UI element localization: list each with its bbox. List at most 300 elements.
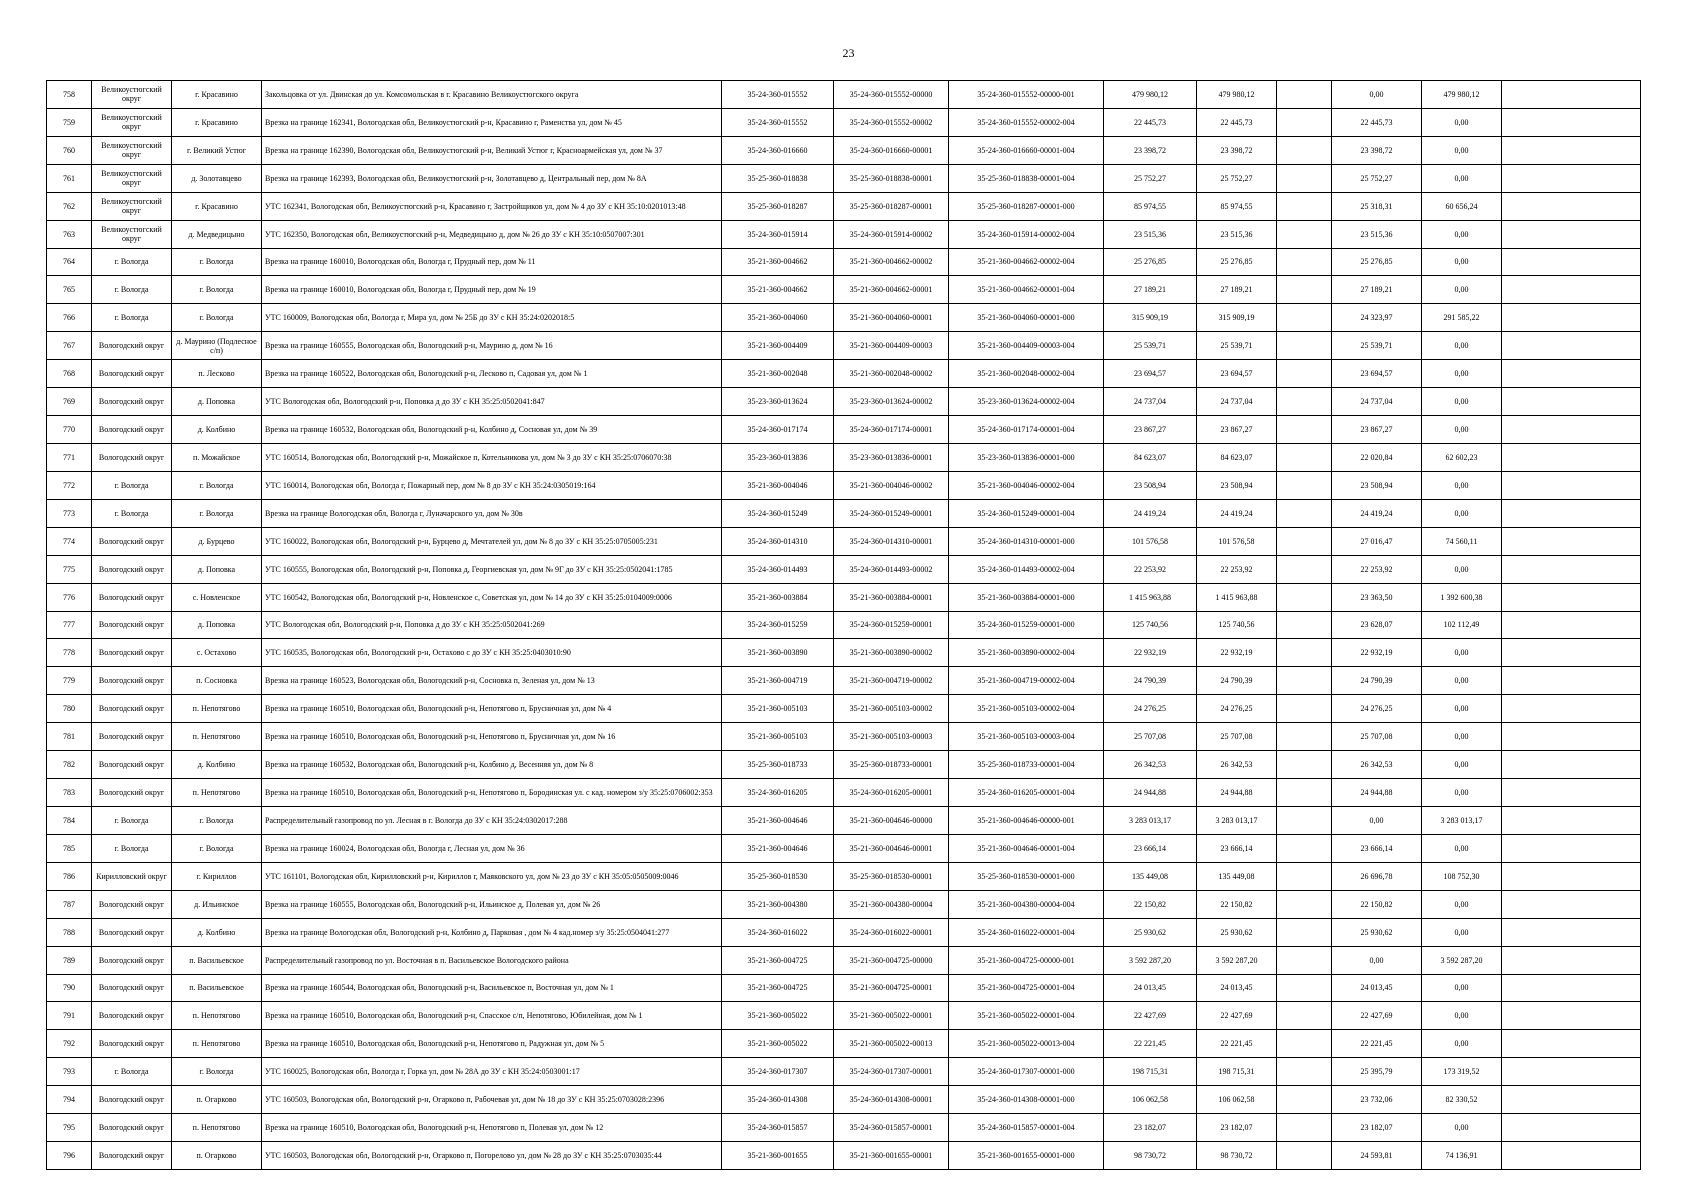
empty-cell <box>1277 388 1332 416</box>
connection-cost-cell: 22 020,84 <box>1332 443 1422 471</box>
network-cost-cell: 74 560,11 <box>1422 527 1502 555</box>
empty-cell <box>1277 1142 1332 1170</box>
cost-cell: 27 189,21 <box>1197 276 1277 304</box>
locality-cell: г. Вологда <box>172 304 262 332</box>
empty-cell <box>1277 164 1332 192</box>
connection-cost-cell: 23 732,06 <box>1332 1086 1422 1114</box>
object-description-cell: Врезка на границе Вологодская обл, Вологда г, Луначарского ул, дом № 30в <box>262 499 722 527</box>
network-cost-cell: 3 592 287,20 <box>1422 946 1502 974</box>
empty-cell <box>1277 1058 1332 1086</box>
object-description-cell: Врезка на границе 160010, Вологодская обл, Вологда г, Прудный пер, дом № 11 <box>262 248 722 276</box>
total-cost-cell: 98 730,72 <box>1104 1142 1197 1170</box>
locality-cell: д. Поповка <box>172 555 262 583</box>
cost-cell: 3 592 287,20 <box>1197 946 1277 974</box>
connection-cost-cell: 23 694,57 <box>1332 360 1422 388</box>
object-description-cell: Закольцовка от ул. Двинская до ул. Комсомольская в г. Красавино Великоустюгского округа <box>262 81 722 109</box>
object-code-cell: 35-25-360-018733-00001 <box>834 751 949 779</box>
object-code-cell: 35-24-360-014493-00002 <box>834 555 949 583</box>
object-code-cell: 35-21-360-004409-00003 <box>834 332 949 360</box>
registry-code-cell: 35-25-360-018733 <box>722 751 834 779</box>
table-row <box>47 890 1641 918</box>
total-cost-cell: 22 221,45 <box>1104 1030 1197 1058</box>
total-cost-cell: 3 283 013,17 <box>1104 806 1197 834</box>
object-code-cell: 35-24-360-014308-00001 <box>834 1086 949 1114</box>
connection-cost-cell: 23 363,50 <box>1332 583 1422 611</box>
connection-cost-cell: 22 221,45 <box>1332 1030 1422 1058</box>
notes-cell <box>1502 918 1641 946</box>
element-code-cell: 35-24-360-014308-00001-000 <box>949 1086 1104 1114</box>
locality-cell: п. Можайское <box>172 443 262 471</box>
element-code-cell: 35-21-360-005022-00001-004 <box>949 1002 1104 1030</box>
element-code-cell: 35-21-360-004662-00001-004 <box>949 276 1104 304</box>
object-description-cell: Врезка на границе 160510, Вологодская обл, Вологодский р-н, Спасское с/п, Непотягово, Юбилейная, дом № 1 <box>262 1002 722 1030</box>
object-code-cell: 35-21-360-004725-00000 <box>834 946 949 974</box>
district-cell: Вологодский округ <box>92 974 172 1002</box>
network-cost-cell: 108 752,30 <box>1422 862 1502 890</box>
element-code-cell: 35-24-360-015249-00001-004 <box>949 499 1104 527</box>
empty-cell <box>1277 1086 1332 1114</box>
table-row <box>47 471 1641 499</box>
table-row <box>47 639 1641 667</box>
object-description-cell: Врезка на границе 160510, Вологодская обл, Вологодский р-н, Непотягово п, Брусничная ул, дом № 16 <box>262 723 722 751</box>
connection-cost-cell: 25 395,79 <box>1332 1058 1422 1086</box>
locality-cell: г. Вологда <box>172 1058 262 1086</box>
object-description-cell: УТС 160022, Вологодская обл, Вологодский р-н, Бурцево д, Мечтателей ул, дом № 8 до ЗУ с КН 35:25:0705005:231 <box>262 527 722 555</box>
row-number-cell: 760 <box>47 136 92 164</box>
connection-cost-cell: 24 013,45 <box>1332 974 1422 1002</box>
row-number-cell: 778 <box>47 639 92 667</box>
row-number-cell: 775 <box>47 555 92 583</box>
notes-cell <box>1502 639 1641 667</box>
registry-code-cell: 35-21-360-001655 <box>722 1142 834 1170</box>
registry-code-cell: 35-24-360-015857 <box>722 1114 834 1142</box>
district-cell: Вологодский округ <box>92 527 172 555</box>
registry-code-cell: 35-24-360-016660 <box>722 136 834 164</box>
total-cost-cell: 22 253,92 <box>1104 555 1197 583</box>
network-cost-cell: 74 136,91 <box>1422 1142 1502 1170</box>
table-row <box>47 443 1641 471</box>
object-code-cell: 35-21-360-005103-00002 <box>834 695 949 723</box>
element-code-cell: 35-23-360-013836-00001-000 <box>949 443 1104 471</box>
empty-cell <box>1277 499 1332 527</box>
connection-cost-cell: 24 419,24 <box>1332 499 1422 527</box>
cost-cell: 479 980,12 <box>1197 81 1277 109</box>
element-code-cell: 35-21-360-004046-00002-004 <box>949 471 1104 499</box>
locality-cell: г. Великий Устюг <box>172 136 262 164</box>
cost-cell: 22 221,45 <box>1197 1030 1277 1058</box>
notes-cell <box>1502 1002 1641 1030</box>
cost-cell: 25 752,27 <box>1197 164 1277 192</box>
empty-cell <box>1277 695 1332 723</box>
locality-cell: д. Медведицыно <box>172 220 262 248</box>
table-row <box>47 220 1641 248</box>
element-code-cell: 35-25-360-018733-00001-004 <box>949 751 1104 779</box>
object-code-cell: 35-21-360-001655-00001 <box>834 1142 949 1170</box>
object-code-cell: 35-24-360-015552-00002 <box>834 108 949 136</box>
locality-cell: п. Огарково <box>172 1086 262 1114</box>
cost-cell: 101 576,58 <box>1197 527 1277 555</box>
registry-code-cell: 35-24-360-016022 <box>722 918 834 946</box>
row-number-cell: 782 <box>47 751 92 779</box>
object-description-cell: Врезка на границе 160024, Вологодская обл, Вологда г, Лесная ул, дом № 36 <box>262 834 722 862</box>
object-description-cell: УТС 160514, Вологодская обл, Вологодский р-н, Можайское п, Котельникова ул, дом № 3 до ЗУ с КН 35:25:0706070:38 <box>262 443 722 471</box>
network-cost-cell: 62 602,23 <box>1422 443 1502 471</box>
empty-cell <box>1277 639 1332 667</box>
empty-cell <box>1277 834 1332 862</box>
row-number-cell: 794 <box>47 1086 92 1114</box>
cost-cell: 24 419,24 <box>1197 499 1277 527</box>
cost-cell: 23 666,14 <box>1197 834 1277 862</box>
locality-cell: д. Колбино <box>172 416 262 444</box>
network-cost-cell: 3 283 013,17 <box>1422 806 1502 834</box>
object-code-cell: 35-21-360-004662-00002 <box>834 248 949 276</box>
notes-cell <box>1502 81 1641 109</box>
cost-cell: 25 707,08 <box>1197 723 1277 751</box>
object-description-cell: Распределительный газопровод по ул. Восточная в п. Васильевское Вологодского района <box>262 946 722 974</box>
locality-cell: с. Новленское <box>172 583 262 611</box>
cost-cell: 85 974,55 <box>1197 192 1277 220</box>
cost-cell: 84 623,07 <box>1197 443 1277 471</box>
cost-cell: 22 150,82 <box>1197 890 1277 918</box>
row-number-cell: 771 <box>47 443 92 471</box>
district-cell: Вологодский округ <box>92 946 172 974</box>
object-description-cell: Врезка на границе 162341, Вологодская обл, Великоустюгский р-н, Красавино г, Раменства ул, дом № 45 <box>262 108 722 136</box>
district-cell: Вологодский округ <box>92 639 172 667</box>
element-code-cell: 35-24-360-016205-00001-004 <box>949 779 1104 807</box>
table-row <box>47 1114 1641 1142</box>
element-code-cell: 35-21-360-004725-00000-001 <box>949 946 1104 974</box>
notes-cell <box>1502 220 1641 248</box>
total-cost-cell: 23 398,72 <box>1104 136 1197 164</box>
table-row <box>47 779 1641 807</box>
object-description-cell: Врезка на границе 160555, Вологодская обл, Вологодский р-н, Ильинское д, Полевая ул, дом № 26 <box>262 890 722 918</box>
table-row <box>47 416 1641 444</box>
element-code-cell: 35-21-360-003890-00002-004 <box>949 639 1104 667</box>
row-number-cell: 796 <box>47 1142 92 1170</box>
registry-code-cell: 35-24-360-017174 <box>722 416 834 444</box>
connection-cost-cell: 23 398,72 <box>1332 136 1422 164</box>
row-number-cell: 772 <box>47 471 92 499</box>
table-row <box>47 1030 1641 1058</box>
empty-cell <box>1277 1114 1332 1142</box>
locality-cell: г. Красавино <box>172 192 262 220</box>
notes-cell <box>1502 1030 1641 1058</box>
row-number-cell: 765 <box>47 276 92 304</box>
total-cost-cell: 25 276,85 <box>1104 248 1197 276</box>
registry-code-cell: 35-21-360-002048 <box>722 360 834 388</box>
row-number-cell: 787 <box>47 890 92 918</box>
total-cost-cell: 23 694,57 <box>1104 360 1197 388</box>
district-cell: Вологодский округ <box>92 1002 172 1030</box>
notes-cell <box>1502 332 1641 360</box>
object-description-cell: Врезка на границе 160532, Вологодская обл, Вологодский р-н, Колбино д, Сосновая ул, дом № 39 <box>262 416 722 444</box>
element-code-cell: 35-25-360-018838-00001-004 <box>949 164 1104 192</box>
empty-cell <box>1277 667 1332 695</box>
object-description-cell: УТС Вологодская обл, Вологодский р-н, Поповка д до ЗУ с КН 35:25:0502041:269 <box>262 611 722 639</box>
registry-code-cell: 35-25-360-018287 <box>722 192 834 220</box>
registry-code-cell: 35-21-360-004646 <box>722 806 834 834</box>
district-cell: Великоустюгский округ <box>92 108 172 136</box>
locality-cell: п. Лесково <box>172 360 262 388</box>
locality-cell: п. Непотягово <box>172 779 262 807</box>
registry-code-cell: 35-21-360-005103 <box>722 723 834 751</box>
cost-cell: 315 909,19 <box>1197 304 1277 332</box>
empty-cell <box>1277 136 1332 164</box>
network-cost-cell: 0,00 <box>1422 974 1502 1002</box>
network-cost-cell: 102 112,49 <box>1422 611 1502 639</box>
district-cell: Вологодский округ <box>92 360 172 388</box>
cost-cell: 125 740,56 <box>1197 611 1277 639</box>
district-cell: Великоустюгский округ <box>92 164 172 192</box>
table-row <box>47 862 1641 890</box>
object-code-cell: 35-25-360-018838-00001 <box>834 164 949 192</box>
row-number-cell: 773 <box>47 499 92 527</box>
element-code-cell: 35-21-360-003884-00001-000 <box>949 583 1104 611</box>
network-cost-cell: 0,00 <box>1422 639 1502 667</box>
total-cost-cell: 84 623,07 <box>1104 443 1197 471</box>
element-code-cell: 35-25-360-018530-00001-000 <box>949 862 1104 890</box>
total-cost-cell: 22 150,82 <box>1104 890 1197 918</box>
locality-cell: г. Вологда <box>172 806 262 834</box>
district-cell: г. Вологда <box>92 248 172 276</box>
element-code-cell: 35-21-360-005103-00003-004 <box>949 723 1104 751</box>
locality-cell: п. Непотягово <box>172 695 262 723</box>
cost-cell: 22 427,69 <box>1197 1002 1277 1030</box>
object-description-cell: Врезка на границе 160510, Вологодская обл, Вологодский р-н, Непотягово п, Бородинская ул. с кад. номером з/у 35:25:0706002:353 <box>262 779 722 807</box>
district-cell: г. Вологда <box>92 1058 172 1086</box>
element-code-cell: 35-24-360-014310-00001-000 <box>949 527 1104 555</box>
row-number-cell: 759 <box>47 108 92 136</box>
table-row <box>47 667 1641 695</box>
total-cost-cell: 101 576,58 <box>1104 527 1197 555</box>
object-code-cell: 35-21-360-004662-00001 <box>834 276 949 304</box>
empty-cell <box>1277 611 1332 639</box>
network-cost-cell: 0,00 <box>1422 108 1502 136</box>
locality-cell: г. Красавино <box>172 81 262 109</box>
element-code-cell: 35-24-360-015552-00000-001 <box>949 81 1104 109</box>
network-cost-cell: 0,00 <box>1422 471 1502 499</box>
table-row <box>47 108 1641 136</box>
object-description-cell: Врезка на границе 160532, Вологодская обл, Вологодский р-н, Колбино д, Весенняя ул, дом № 8 <box>262 751 722 779</box>
district-cell: Вологодский округ <box>92 611 172 639</box>
object-description-cell: Врезка на границе 160544, Вологодская обл, Вологодский р-н, Васильевское п, Восточная ул, дом № 1 <box>262 974 722 1002</box>
locality-cell: д. Золотавцево <box>172 164 262 192</box>
connection-cost-cell: 25 930,62 <box>1332 918 1422 946</box>
table-row <box>47 527 1641 555</box>
connection-cost-cell: 22 445,73 <box>1332 108 1422 136</box>
cost-cell: 23 867,27 <box>1197 416 1277 444</box>
element-code-cell: 35-25-360-018287-00001-000 <box>949 192 1104 220</box>
registry-code-cell: 35-23-360-013624 <box>722 388 834 416</box>
registry-code-cell: 35-21-360-004662 <box>722 248 834 276</box>
locality-cell: г. Вологда <box>172 834 262 862</box>
object-code-cell: 35-21-360-004380-00004 <box>834 890 949 918</box>
district-cell: Вологодский округ <box>92 918 172 946</box>
locality-cell: д. Колбино <box>172 751 262 779</box>
network-cost-cell: 0,00 <box>1422 416 1502 444</box>
object-description-cell: УТС 160009, Вологодская обл, Вологда г, Мира ул, дом № 25Б до ЗУ с КН 35:24:0202018:5 <box>262 304 722 332</box>
network-cost-cell: 0,00 <box>1422 751 1502 779</box>
locality-cell: п. Непотягово <box>172 723 262 751</box>
total-cost-cell: 198 715,31 <box>1104 1058 1197 1086</box>
district-cell: г. Вологда <box>92 276 172 304</box>
notes-cell <box>1502 192 1641 220</box>
empty-cell <box>1277 192 1332 220</box>
total-cost-cell: 24 276,25 <box>1104 695 1197 723</box>
locality-cell: д. Ильинское <box>172 890 262 918</box>
table-row <box>47 1058 1641 1086</box>
connection-cost-cell: 23 182,07 <box>1332 1114 1422 1142</box>
connection-cost-cell: 0,00 <box>1332 946 1422 974</box>
total-cost-cell: 125 740,56 <box>1104 611 1197 639</box>
connection-cost-cell: 25 276,85 <box>1332 248 1422 276</box>
connection-cost-cell: 0,00 <box>1332 81 1422 109</box>
element-code-cell: 35-24-360-017174-00001-004 <box>949 416 1104 444</box>
page-number: 23 <box>842 46 855 60</box>
row-number-cell: 793 <box>47 1058 92 1086</box>
notes-cell <box>1502 555 1641 583</box>
network-cost-cell: 0,00 <box>1422 276 1502 304</box>
network-cost-cell: 0,00 <box>1422 1002 1502 1030</box>
table-row <box>47 555 1641 583</box>
network-cost-cell: 0,00 <box>1422 890 1502 918</box>
row-number-cell: 768 <box>47 360 92 388</box>
connection-cost-cell: 22 253,92 <box>1332 555 1422 583</box>
object-code-cell: 35-21-360-003884-00001 <box>834 583 949 611</box>
empty-cell <box>1277 443 1332 471</box>
empty-cell <box>1277 555 1332 583</box>
element-code-cell: 35-24-360-015914-00002-004 <box>949 220 1104 248</box>
table-row <box>47 1142 1641 1170</box>
locality-cell: п. Непотягово <box>172 1030 262 1058</box>
district-cell: г. Вологда <box>92 834 172 862</box>
notes-cell <box>1502 583 1641 611</box>
total-cost-cell: 25 930,62 <box>1104 918 1197 946</box>
row-number-cell: 784 <box>47 806 92 834</box>
object-code-cell: 35-21-360-004060-00001 <box>834 304 949 332</box>
notes-cell <box>1502 862 1641 890</box>
locality-cell: г. Кириллов <box>172 862 262 890</box>
table-row <box>47 806 1641 834</box>
network-cost-cell: 0,00 <box>1422 332 1502 360</box>
total-cost-cell: 23 867,27 <box>1104 416 1197 444</box>
object-description-cell: УТС 161101, Вологодская обл, Кирилловский р-н, Кириллов г, Маяковского ул, дом № 23 до ЗУ с КН 35:05:0505009:0046 <box>262 862 722 890</box>
empty-cell <box>1277 918 1332 946</box>
object-description-cell: Распределительный газопровод по ул. Лесная в г. Вологда до ЗУ с КН 35:24:0302017:288 <box>262 806 722 834</box>
network-cost-cell: 0,00 <box>1422 918 1502 946</box>
object-description-cell: Врезка на границе Вологодская обл, Вологодский р-н, Колбино д, Парковая , дом № 4 кад.номер з/у 35:25:0504041:277 <box>262 918 722 946</box>
object-code-cell: 35-24-360-015249-00001 <box>834 499 949 527</box>
network-cost-cell: 0,00 <box>1422 388 1502 416</box>
empty-cell <box>1277 248 1332 276</box>
district-cell: Великоустюгский округ <box>92 136 172 164</box>
network-cost-cell: 291 585,22 <box>1422 304 1502 332</box>
cost-cell: 24 790,39 <box>1197 667 1277 695</box>
row-number-cell: 792 <box>47 1030 92 1058</box>
element-code-cell: 35-21-360-005103-00002-004 <box>949 695 1104 723</box>
cost-cell: 25 276,85 <box>1197 248 1277 276</box>
empty-cell <box>1277 81 1332 109</box>
object-description-cell: УТС 160535, Вологодская обл, Вологодский р-н, Остахово с до ЗУ с КН 35:25:0403010:90 <box>262 639 722 667</box>
object-code-cell: 35-24-360-017174-00001 <box>834 416 949 444</box>
network-cost-cell: 0,00 <box>1422 220 1502 248</box>
cost-cell: 22 445,73 <box>1197 108 1277 136</box>
cost-cell: 23 398,72 <box>1197 136 1277 164</box>
network-cost-cell: 0,00 <box>1422 360 1502 388</box>
row-number-cell: 761 <box>47 164 92 192</box>
registry-code-cell: 35-24-360-014308 <box>722 1086 834 1114</box>
object-code-cell: 35-24-360-017307-00001 <box>834 1058 949 1086</box>
notes-cell <box>1502 611 1641 639</box>
registry-code-cell: 35-21-360-005103 <box>722 695 834 723</box>
total-cost-cell: 25 752,27 <box>1104 164 1197 192</box>
district-cell: Вологодский округ <box>92 1086 172 1114</box>
notes-cell <box>1502 1058 1641 1086</box>
total-cost-cell: 24 013,45 <box>1104 974 1197 1002</box>
total-cost-cell: 479 980,12 <box>1104 81 1197 109</box>
notes-cell <box>1502 471 1641 499</box>
object-code-cell: 35-24-360-014310-00001 <box>834 527 949 555</box>
element-code-cell: 35-21-360-004662-00002-004 <box>949 248 1104 276</box>
locality-cell: п. Непотягово <box>172 1002 262 1030</box>
object-description-cell: Врезка на границе 160510, Вологодская обл, Вологодский р-н, Непотягово п, Радужная ул, дом № 5 <box>262 1030 722 1058</box>
table-row <box>47 304 1641 332</box>
total-cost-cell: 106 062,58 <box>1104 1086 1197 1114</box>
object-description-cell: УТС 160025, Вологодская обл, Вологда г, Горка ул, дом № 28А до ЗУ с КН 35:24:0503001:17 <box>262 1058 722 1086</box>
network-cost-cell: 0,00 <box>1422 499 1502 527</box>
cost-cell: 3 283 013,17 <box>1197 806 1277 834</box>
district-cell: Великоустюгский округ <box>92 220 172 248</box>
object-code-cell: 35-21-360-002048-00002 <box>834 360 949 388</box>
row-number-cell: 766 <box>47 304 92 332</box>
locality-cell: п. Сосновка <box>172 667 262 695</box>
cost-cell: 22 932,19 <box>1197 639 1277 667</box>
locality-cell: д. Поповка <box>172 388 262 416</box>
empty-cell <box>1277 360 1332 388</box>
object-code-cell: 35-23-360-013836-00001 <box>834 443 949 471</box>
locality-cell: п. Огарково <box>172 1142 262 1170</box>
element-code-cell: 35-21-360-004060-00001-000 <box>949 304 1104 332</box>
row-number-cell: 777 <box>47 611 92 639</box>
notes-cell <box>1502 1114 1641 1142</box>
row-number-cell: 763 <box>47 220 92 248</box>
district-cell: Вологодский округ <box>92 779 172 807</box>
notes-cell <box>1502 304 1641 332</box>
registry-code-cell: 35-21-360-004646 <box>722 834 834 862</box>
notes-cell <box>1502 388 1641 416</box>
row-number-cell: 791 <box>47 1002 92 1030</box>
element-code-cell: 35-21-360-004719-00002-004 <box>949 667 1104 695</box>
notes-cell <box>1502 806 1641 834</box>
connection-cost-cell: 24 944,88 <box>1332 779 1422 807</box>
empty-cell <box>1277 583 1332 611</box>
district-cell: Великоустюгский округ <box>92 81 172 109</box>
connection-cost-cell: 23 666,14 <box>1332 834 1422 862</box>
connection-cost-cell: 22 932,19 <box>1332 639 1422 667</box>
connection-cost-cell: 25 752,27 <box>1332 164 1422 192</box>
connection-cost-cell: 24 593,81 <box>1332 1142 1422 1170</box>
object-description-cell: УТС 160014, Вологодская обл, Вологда г, Пожарный пер, дом № 8 до ЗУ с КН 35:24:0305019:164 <box>262 471 722 499</box>
empty-cell <box>1277 416 1332 444</box>
district-cell: Вологодский округ <box>92 388 172 416</box>
network-cost-cell: 0,00 <box>1422 164 1502 192</box>
total-cost-cell: 24 419,24 <box>1104 499 1197 527</box>
row-number-cell: 770 <box>47 416 92 444</box>
table-row <box>47 946 1641 974</box>
table-row <box>47 248 1641 276</box>
notes-cell <box>1502 416 1641 444</box>
table-row <box>47 192 1641 220</box>
